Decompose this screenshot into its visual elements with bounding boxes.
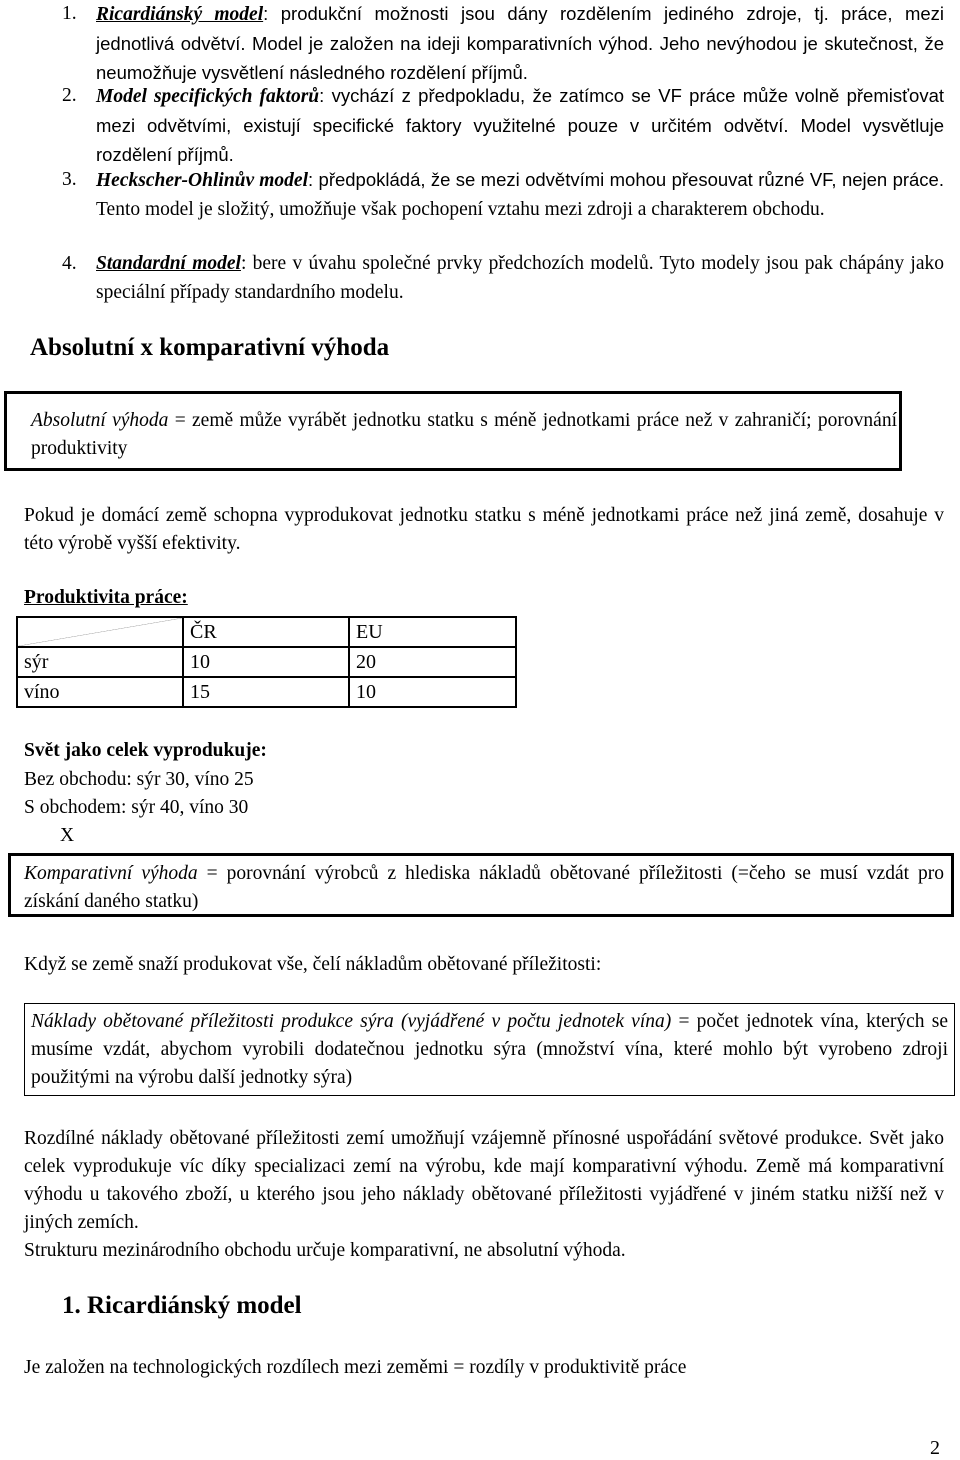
list-item-text-cont: práce, mezi jednotlivá odvětví. Model je založen na ideji komparativních výhod. Jeho nevýhodou je skutečnost, že neumožňuje vysvětlení následného rozdělení příjmů.	[96, 3, 945, 83]
world-line-no-trade: Bez obchodu: sýr 30, víno 25	[24, 769, 254, 790]
definition-body: = porovnání výrobců z hlediska nákladů obětované příležitosti (=čeho se musí vzdát pro získání daného statku)	[24, 863, 944, 912]
list-item-text-cont: Tento model je složitý, umožňuje však pochopení vztahu mezi zdroji a charakterem obchodu.	[96, 198, 825, 220]
table-header-cell: EU	[349, 617, 516, 647]
table-cell: 15	[183, 677, 349, 707]
list-item-3	[62, 166, 944, 224]
productivity-title: Produktivita práce:	[24, 587, 188, 608]
table-cell: sýr	[17, 647, 183, 677]
list-item-text: : bere v úvahu společné prvky předchozích modelů.	[240, 253, 654, 274]
list-item-text: : předpokládá, že se mezi odvětvími mohou přesouvat různé VF, nejen práce.	[308, 169, 944, 190]
table-row	[17, 647, 516, 677]
paragraph-structure: Strukturu mezinárodního obchodu určuje komparativní, ne absolutní výhoda.	[24, 1240, 626, 1261]
definition-text	[31, 1008, 948, 1092]
definition-body: = země může vyrábět jednotku statku s méně jednotkami práce než v zahraničí; porovnání produktivity	[31, 410, 897, 459]
list-item-title: Ricardiánský model	[96, 4, 264, 25]
list-item-4	[62, 250, 944, 307]
list-item-text-cont: volně přemisťovat mezi odvětvími, existují specifické faktory využitelné pouze v určitém odvětví. Model vysvětluje rozdělení příjmů.	[96, 85, 945, 165]
definition-box-absolute	[4, 391, 902, 471]
paragraph-ricardo: Je založen na technologických rozdílech mezi zeměmi = rozdíly v produktivitě práce	[24, 1357, 687, 1378]
definition-body: = počet jednotek vína, kterých se musíme vzdát, abychom vyrobili dodatečnou jednotku sýra (množství vína, které mohlo být vyrobeno zdroji použitými na výrobu další jednotky sýra)	[31, 1011, 948, 1088]
list-item-text: : produkční možnosti jsou dány rozdělením jediného zdroje, tj.	[263, 3, 829, 24]
section-heading-absolute: Absolutní x komparativní výhoda	[30, 334, 390, 361]
table-cell: 20	[349, 647, 516, 677]
section-heading-ricardo: 1. Ricardiánský model	[62, 1292, 302, 1319]
table-cell: 10	[183, 647, 349, 677]
world-title: Svět jako celek vyprodukuje:	[24, 740, 267, 761]
page-number: 2	[930, 1437, 940, 1459]
definition-box-opportunity	[24, 1003, 955, 1096]
paragraph-domestic: Pokud je domácí země schopna vyprodukovat jednotku statku s méně jednotkami práce než jiná země, dosahuje v této výrobě vyšší efektivity.	[24, 505, 944, 554]
definition-term: Náklady obětované příležitosti produkce sýra (vyjádřené v počtu jednotek vína)	[31, 1011, 672, 1032]
table-header-cell	[17, 617, 183, 647]
list-number: 1.	[62, 3, 77, 24]
world-line-trade: S obchodem: sýr 40, víno 30	[24, 797, 249, 818]
paragraph-different-costs: Rozdílné náklady obětované příležitosti zemí umožňují vzájemně přínosné uspořádání světové produkce. Svět jako celek vyprodukuje víc díky specializaci zemí na výrobu, kde mají komparativní výhodu. Země má komparativní výhodu u takového zboží, u kterého jsou jeho náklady obětované příležitosti vyjádřené v jiném statku nižší než v jiných zemích.	[24, 1128, 944, 1233]
definition-box-comparative	[8, 853, 954, 917]
table-header-cell: ČR	[183, 617, 349, 647]
list-item-2	[62, 82, 945, 171]
x-mark: X	[60, 825, 75, 846]
list-number: 4.	[62, 253, 77, 274]
list-number: 2.	[62, 85, 77, 106]
paragraph-everything: Když se země snaží produkovat vše, čelí nákladům obětované příležitosti:	[24, 954, 602, 975]
list-item-title: Heckscher-Ohlinův model	[96, 170, 309, 191]
definition-text	[31, 407, 897, 463]
table-cell: víno	[17, 677, 183, 707]
list-item-1	[62, 0, 945, 89]
list-item-text-cont: Tyto modely jsou pak chápány jako speciální případy standardního modelu.	[96, 253, 944, 303]
definition-term: Absolutní výhoda	[31, 410, 169, 431]
list-item-text: : vychází z předpokladu, že zatímco se VF práce může	[319, 85, 789, 106]
definition-text	[24, 860, 944, 916]
list-item-title: Model specifických faktorů	[96, 86, 320, 107]
list-item-title: Standardní model	[96, 253, 241, 274]
definition-term: Komparativní výhoda	[24, 863, 198, 884]
table-header-row	[17, 617, 516, 647]
table-cell: 10	[349, 677, 516, 707]
productivity-table	[16, 616, 517, 708]
list-number: 3.	[62, 169, 77, 190]
table-row	[17, 677, 516, 707]
